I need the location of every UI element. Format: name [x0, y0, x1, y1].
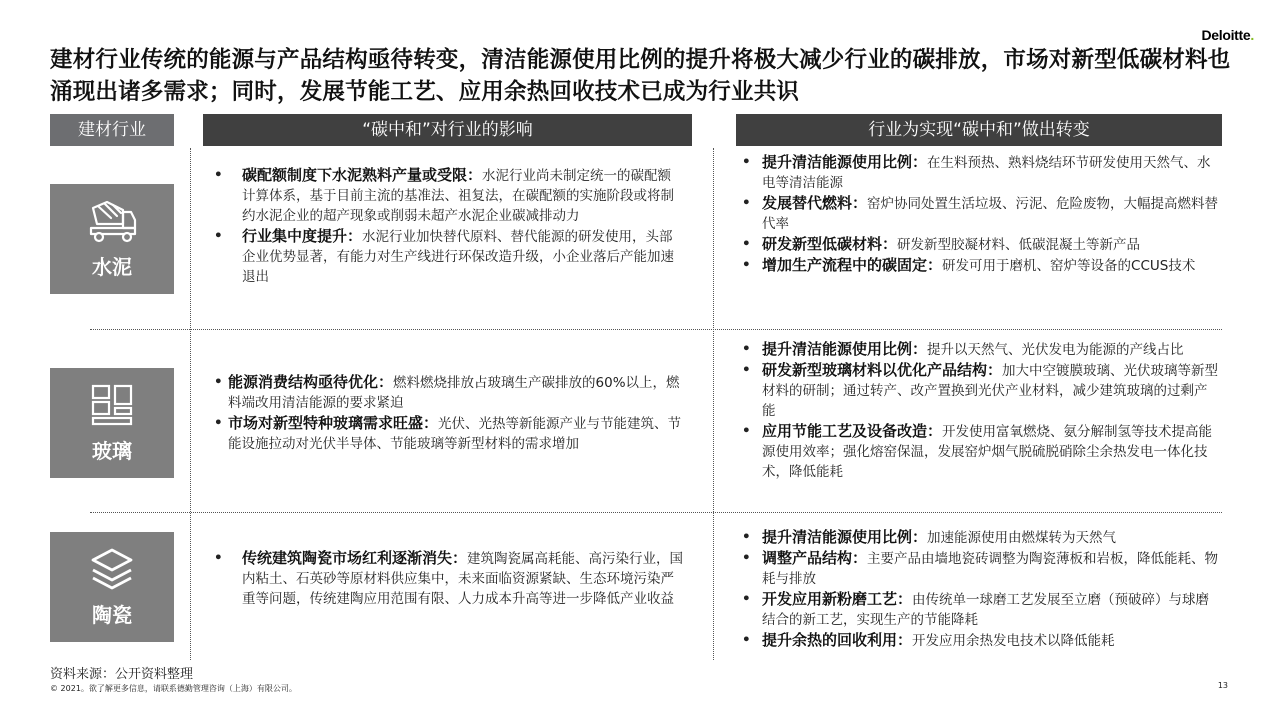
change-cell-glass	[742, 339, 1220, 482]
logo-dot: .	[1250, 27, 1254, 43]
page-number: 13	[1217, 681, 1228, 690]
industry-box-ceramic	[50, 532, 174, 642]
item-text: 光伏、光热等新能源产业与节能建筑、节能设施拉动对光伏半导体、节能玻璃等新型材料的需求增加	[228, 416, 682, 452]
bullet: •	[214, 374, 223, 390]
glass-panels-icon	[87, 382, 137, 428]
list-item	[742, 421, 1220, 482]
change-cell-ceramic	[742, 527, 1220, 651]
logo-text: Deloitte	[1201, 27, 1251, 43]
deloitte-logo	[1201, 27, 1254, 43]
item-heading: 发展替代燃料：	[762, 194, 868, 212]
item-text: 建筑陶瓷属高耗能、高污染行业，国内粘土、石英砂等原材料供应集中，未来面临资源紧缺、生态环境污染严重等问题，传统建陶应用范围有限、人力成本升高等进一步降低产业收益	[242, 551, 684, 607]
list-item	[742, 339, 1220, 360]
column-divider-right	[713, 148, 714, 660]
item-text: 提升以天然气、光伏发电为能源的产线占比	[927, 342, 1184, 358]
item-text: 水泥行业尚未制定统一的碳配额计算体系，基于目前主流的基准法、祖复法，在碳配额的实施阶段或将制约水泥企业的超产现象或削弱未超产水泥企业碳减排动力	[242, 168, 674, 224]
item-heading: 提升余热的回收利用：	[762, 631, 913, 649]
bullet: •	[742, 591, 751, 607]
item-heading: 研发新型低碳材料：	[762, 235, 898, 253]
bullet: •	[742, 632, 751, 648]
cement-mixer-truck-icon	[87, 198, 137, 244]
list-item	[214, 165, 684, 226]
bullet: •	[214, 228, 223, 244]
item-heading: 传统建筑陶瓷市场红利逐渐消失：	[242, 549, 468, 567]
item-heading: 应用节能工艺及设备改造：	[762, 422, 943, 440]
list-item	[742, 255, 1220, 276]
item-text: 水泥行业加快替代原料、替代能源的研发使用，头部企业优势显著，有能力对生产线进行环保改造升级，小企业落后产能加速退出	[242, 229, 674, 285]
item-heading: 调整产品结构：	[762, 549, 868, 567]
header-industry: 建材行业	[50, 114, 174, 146]
list-item	[742, 548, 1220, 589]
header-change: 行业为实现“碳中和”做出转变	[736, 114, 1222, 146]
row-divider-1	[90, 329, 1222, 330]
list-item	[742, 234, 1220, 255]
item-text: 加大中空镀膜玻璃、光伏玻璃等新型材料的研制；通过转产、改产置换到光伏产业材料，减少建筑玻璃的过剩产能	[762, 363, 1219, 419]
bullet: •	[742, 195, 751, 211]
list-item	[742, 630, 1220, 651]
bullet: •	[742, 423, 751, 439]
item-heading: 开发应用新粉磨工艺：	[762, 590, 913, 608]
list-item	[214, 226, 684, 287]
bullet: •	[742, 154, 751, 170]
industry-box-cement	[50, 184, 174, 294]
industry-box-glass	[50, 368, 174, 478]
industry-label-cement: 水泥	[92, 255, 132, 279]
item-text: 开发使用富氧燃烧、氨分解制氢等技术提高能源使用效率；强化熔窑保温，发展窑炉烟气脱硫脱硝除尘余热发电一体化技术，降低能耗	[762, 424, 1213, 480]
column-divider-left	[190, 148, 191, 660]
item-text: 在生料预热、熟料烧结环节研发使用天然气、水电等清洁能源	[762, 155, 1211, 191]
item-text: 研发可用于磨机、窑炉等设备的CCUS技术	[942, 258, 1196, 274]
list-item	[214, 413, 684, 454]
impact-cell-ceramic	[214, 548, 684, 609]
bullet: •	[742, 529, 751, 545]
header-impact: “碳中和”对行业的影响	[203, 114, 692, 146]
list-item	[742, 193, 1220, 234]
bullet: •	[742, 257, 751, 273]
item-text: 研发新型胶凝材料、低碳混凝土等新产品	[897, 237, 1141, 253]
item-heading: 提升清洁能源使用比例：	[762, 528, 928, 546]
row-divider-2	[90, 512, 1222, 513]
item-heading: 提升清洁能源使用比例：	[762, 153, 928, 171]
item-heading: 碳配额制度下水泥熟料产量或受限：	[242, 166, 483, 184]
impact-cell-cement	[214, 165, 684, 287]
item-heading: 能源消费结构亟待优化：	[228, 373, 394, 391]
item-heading: 行业集中度提升：	[242, 227, 363, 245]
list-item	[214, 372, 684, 413]
bullet: •	[214, 167, 223, 183]
source-note: 资料来源：公开资料整理	[50, 667, 194, 682]
copyright-note: © 2021。欲了解更多信息，请联系德勤管理咨询（上海）有限公司。	[50, 684, 297, 693]
bullet: •	[742, 236, 751, 252]
bullet: •	[742, 362, 751, 378]
list-item	[214, 548, 684, 609]
industry-label-glass: 玻璃	[92, 439, 132, 463]
bullet: •	[214, 415, 223, 431]
list-item	[742, 152, 1220, 193]
item-heading: 市场对新型特种玻璃需求旺盛：	[228, 414, 439, 432]
list-item	[742, 527, 1220, 548]
item-text: 加速能源使用由燃煤转为天然气	[927, 530, 1117, 546]
list-item	[742, 589, 1220, 630]
item-heading: 提升清洁能源使用比例：	[762, 340, 928, 358]
item-text: 燃料燃烧排放占玻璃生产碳排放的60%以上，燃料端改用清洁能源的要求紧迫	[228, 375, 680, 411]
item-heading: 增加生产流程中的碳固定：	[762, 256, 943, 274]
item-text: 窑炉协同处置生活垃圾、污泥、危险废物，大幅提高燃料替代率	[762, 196, 1219, 232]
item-heading: 研发新型玻璃材料以优化产品结构：	[762, 361, 1003, 379]
ceramic-tiles-icon	[87, 546, 137, 592]
item-text: 开发应用余热发电技术以降低能耗	[912, 633, 1115, 649]
impact-cell-glass	[214, 372, 684, 454]
change-cell-cement	[742, 152, 1220, 276]
item-text: 主要产品由墙地瓷砖调整为陶瓷薄板和岩板，降低能耗、物耗与排放	[762, 551, 1219, 587]
bullet: •	[742, 550, 751, 566]
item-text: 由传统单一球磨工艺发展至立磨（预破碎）与球磨结合的新工艺，实现生产的节能降耗	[762, 592, 1210, 628]
page-title: 建材行业传统的能源与产品结构亟待转变，清洁能源使用比例的提升将极大减少行业的碳排放，市场对新型低碳材料也涌现出诸多需求；同时，发展节能工艺、应用余热回收技术已成为行业共识	[50, 47, 1231, 105]
list-item	[742, 360, 1220, 421]
bullet: •	[742, 341, 751, 357]
bullet: •	[214, 550, 223, 566]
industry-label-ceramic: 陶瓷	[92, 603, 132, 627]
